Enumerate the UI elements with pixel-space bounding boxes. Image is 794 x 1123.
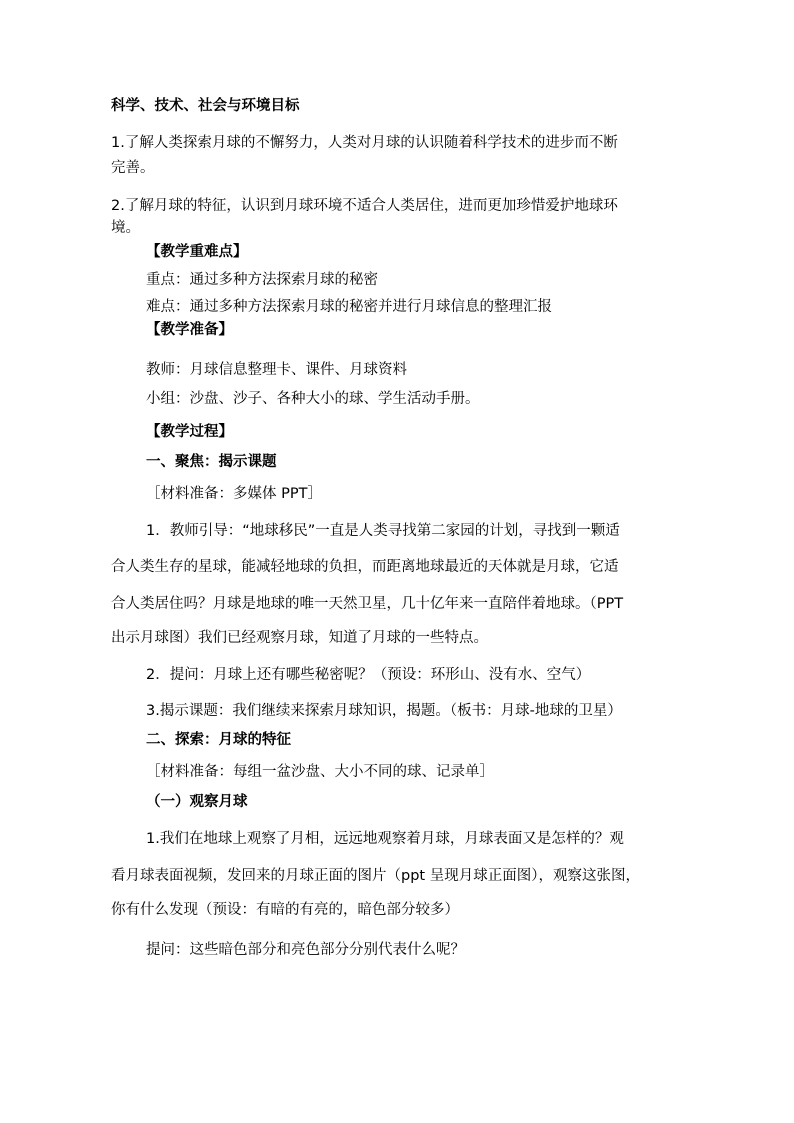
section-1-para-1-line-3: 合人类居住吗？月球是地球的唯一天然卫星，几十亿年来一直陪伴着地球。（PPT xyxy=(111,596,624,612)
key-point: 重点：通过多种方法探索月球的秘密 xyxy=(146,272,378,288)
goal-2-line-1: 2.了解月球的特征，认识到月球环境不适合人类居住，进而更加珍惜爱护地球环 xyxy=(111,198,618,214)
section-1-para-3: 3.揭示课题：我们继续来探索月球知识，揭题。（板书：月球-地球的卫星） xyxy=(146,703,622,719)
section-2-title: 二、探索：月球的特征 xyxy=(146,732,291,748)
section-1-title: 一、聚焦：揭示课题 xyxy=(146,454,277,470)
preparation-title: 【教学准备】 xyxy=(146,322,233,338)
section-1-para-1-line-4: 出示月球图）我们已经观察月球，知道了月球的一些特点。 xyxy=(111,630,488,646)
goal-1-line-1: 1.了解人类探索月球的不懈努力，人类对月球的认识随着科学技术的进步而不断 xyxy=(111,135,618,151)
section-2-para-1-line-1: 1.我们在地球上观察了月相，远远地观察着月球，月球表面又是怎样的？观 xyxy=(146,831,624,847)
section-2-question: 提问：这些暗色部分和亮色部分分别代表什么呢？ xyxy=(146,942,465,958)
section-1-para-1-line-2: 合人类生存的星球，能减轻地球的负担，而距离地球最近的天体就是月球，它适 xyxy=(111,559,619,575)
process-title: 【教学过程】 xyxy=(146,424,233,440)
section-1-para-1-line-1: 1．教师引导：“地球移民”一直是人类寻找第二家园的计划，寻找到一颗适 xyxy=(146,523,620,539)
goal-1-line-2: 完善。 xyxy=(111,160,155,176)
goal-title: 科学、技术、社会与环境目标 xyxy=(111,98,300,114)
preparation-group: 小组：沙盘、沙子、各种大小的球、学生活动手册。 xyxy=(146,391,480,407)
section-2-para-1-line-2: 看月球表面视频，发回来的月球正面的图片（ppt 呈现月球正面图），观察这张图， xyxy=(111,868,640,884)
section-1-para-2: 2．提问：月球上还有哪些秘密呢？（预设：环形山、没有水、空气） xyxy=(146,667,591,683)
section-2-material: ［材料准备：每组一盆沙盘、大小不同的球、记录单］ xyxy=(146,764,494,780)
difficult-point: 难点：通过多种方法探索月球的秘密并进行月球信息的整理汇报 xyxy=(146,299,552,315)
preparation-teacher: 教师：月球信息整理卡、课件、月球资料 xyxy=(146,362,407,378)
section-1-material: ［材料准备：多媒体 PPT］ xyxy=(146,486,322,502)
goal-2-line-2: 境。 xyxy=(111,220,140,236)
section-2-subtitle-observe: （一）观察月球 xyxy=(146,794,248,810)
section-2-para-1-line-3: 你有什么发现（预设：有暗的有亮的，暗色部分较多） xyxy=(111,902,459,918)
key-difficult-title: 【教学重难点】 xyxy=(146,244,248,260)
